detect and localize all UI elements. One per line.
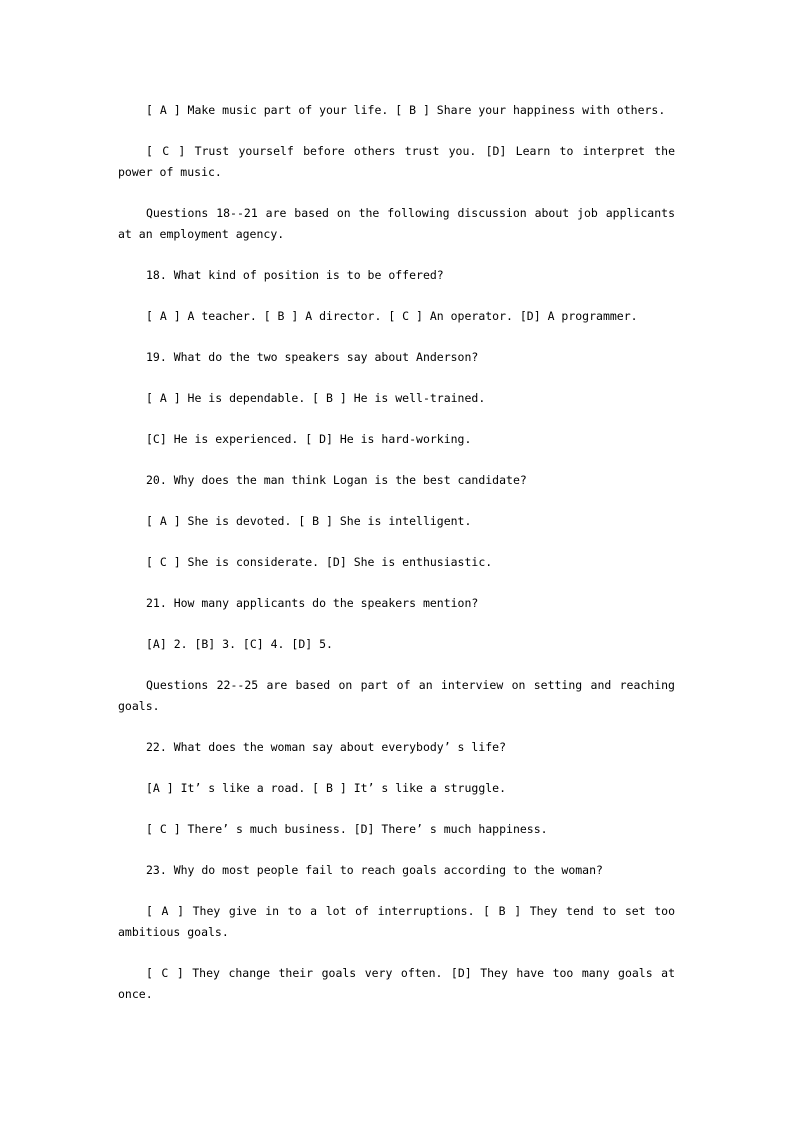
paragraph: 20. Why does the man think Logan is the best candidate?: [146, 473, 527, 487]
paragraph: [ A ] Make music part of your life. [ B ] Share your happiness with others.: [146, 103, 666, 117]
paragraph-list: [118, 100, 675, 1005]
paragraph: [ C ] There’ s much business. [D] There’ s much happiness.: [146, 822, 548, 836]
paragraph: [ C ] They change their goals very often. [D] They have too many goals at once.: [118, 966, 675, 1001]
paragraph: [ C ] She is considerate. [D] She is enthusiastic.: [146, 555, 493, 569]
paragraph: 21. How many applicants do the speakers mention?: [146, 596, 479, 610]
paragraph: Questions 22--25 are based on part of an interview on setting and reaching goals.: [118, 678, 675, 713]
paragraph: [A] 2. [B] 3. [C] 4. [D] 5.: [146, 637, 333, 651]
paragraph: [ C ] Trust yourself before others trust you. [D] Learn to interpret the power of music.: [118, 144, 675, 179]
paragraph: 23. Why do most people fail to reach goals according to the woman?: [146, 863, 603, 877]
paragraph: 18. What kind of position is to be offered?: [146, 268, 444, 282]
paragraph: [ A ] They give in to a lot of interruptions. [ B ] They tend to set too ambitious goals.: [118, 904, 675, 939]
paragraph: [ A ] A teacher. [ B ] A director. [ C ] An operator. [D] A programmer.: [146, 309, 638, 323]
paragraph: [ A ] She is devoted. [ B ] She is intelligent.: [146, 514, 472, 528]
paragraph: 22. What does the woman say about everybody’ s life?: [146, 740, 507, 754]
paragraph: 19. What do the two speakers say about Anderson?: [146, 350, 479, 364]
paragraph: [ A ] He is dependable. [ B ] He is well-trained.: [146, 391, 486, 405]
paragraph: [C] He is experienced. [ D] He is hard-working.: [146, 432, 472, 446]
paragraph: Questions 18--21 are based on the following discussion about job applicants at an employment agency.: [118, 206, 675, 241]
paragraph: [A ] It’ s like a road. [ B ] It’ s like a struggle.: [146, 781, 507, 795]
